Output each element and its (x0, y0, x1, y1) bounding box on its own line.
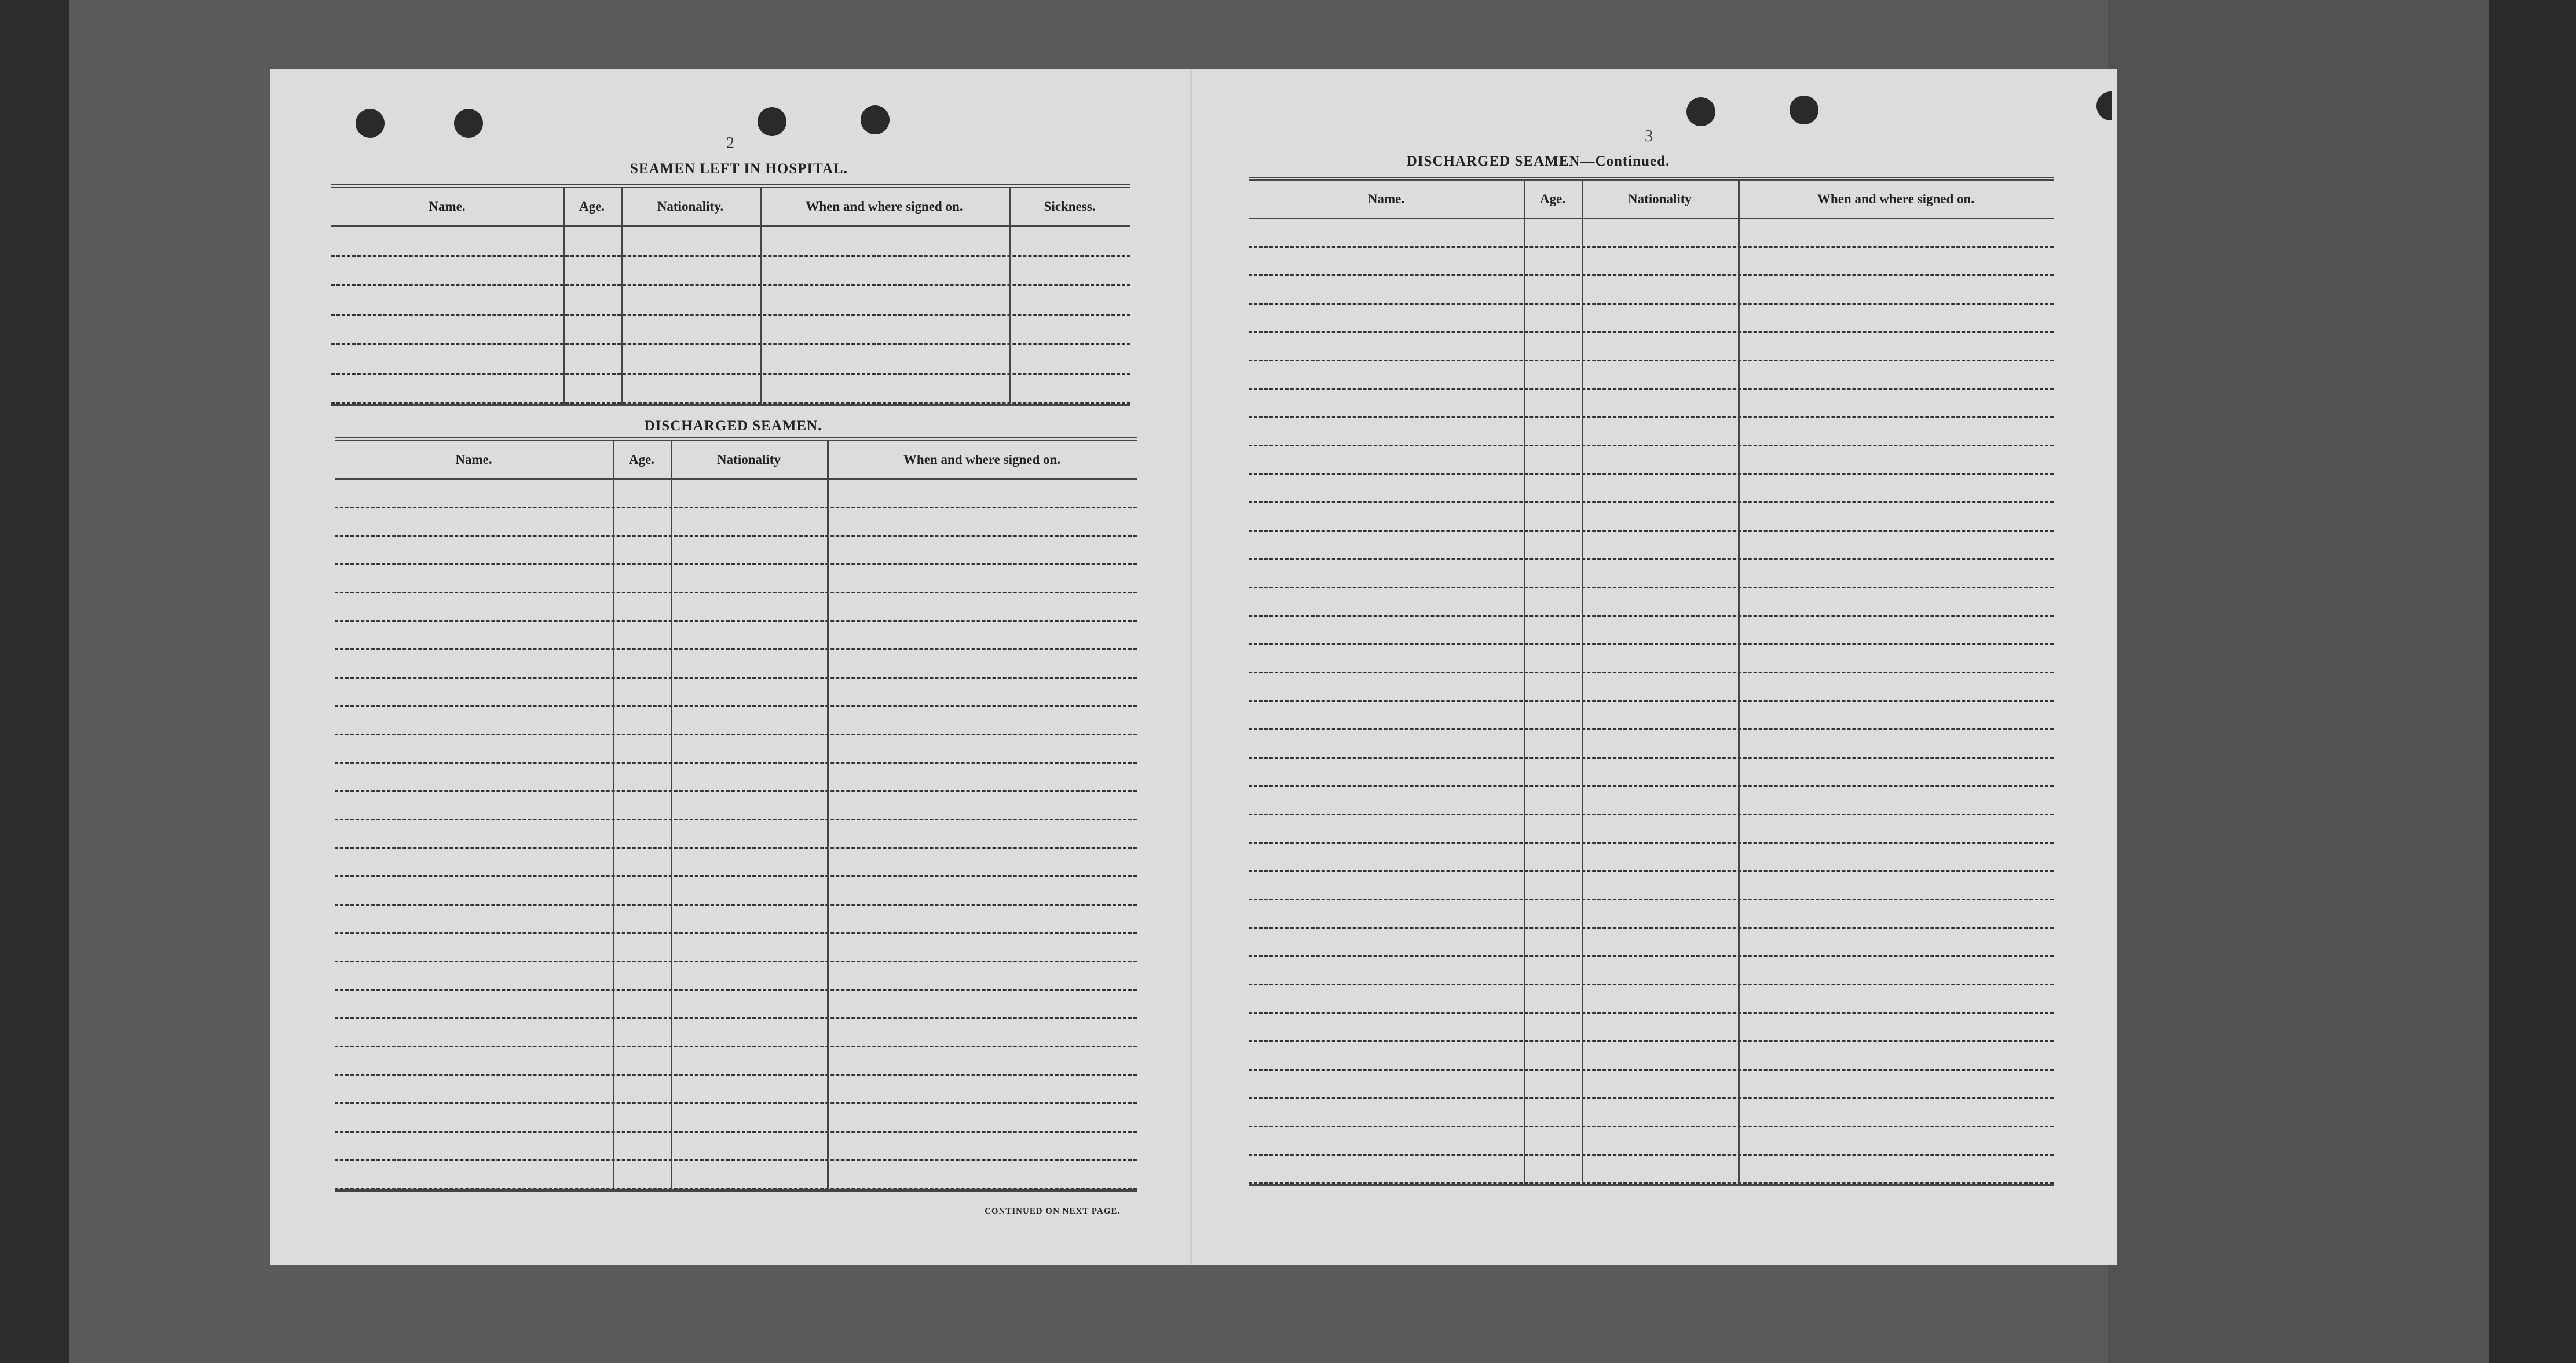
table-row (335, 622, 1137, 650)
table-row (1249, 361, 2054, 390)
table-row (335, 480, 1137, 508)
column-header-signed-on: When and where signed on. (806, 199, 963, 214)
hospital-section-title: SEAMEN LEFT IN HOSPITAL. (630, 161, 848, 177)
table-row (1249, 673, 2054, 702)
table-row (335, 849, 1137, 877)
table-row (1249, 929, 2054, 957)
column-header-name: Name. (455, 452, 492, 467)
column-divider (1738, 181, 1740, 1184)
table-row (1249, 390, 2054, 418)
table-row (1249, 957, 2054, 985)
table-row (1249, 560, 2054, 588)
table-row (335, 764, 1137, 792)
document-sheet (270, 69, 2117, 1265)
table-row (335, 593, 1137, 622)
discharged-continued-table-header (1249, 181, 2054, 219)
punch-hole (2096, 91, 2112, 120)
table-row (1249, 815, 2054, 844)
column-divider (827, 441, 829, 1189)
table-row (335, 508, 1137, 537)
table-row (335, 1047, 1137, 1076)
table-row (335, 1019, 1137, 1047)
table-row (1249, 872, 2054, 900)
table-row (335, 1133, 1137, 1161)
table-row (335, 650, 1137, 679)
column-header-nationality: Nationality (717, 452, 781, 467)
column-header-sickness: Sickness. (1044, 199, 1096, 214)
table-row (1249, 503, 2054, 532)
table-row (335, 820, 1137, 849)
background-texture (2108, 0, 2489, 1363)
table-row (1249, 1014, 2054, 1042)
table-row (335, 792, 1137, 820)
punch-hole (1790, 96, 1818, 124)
film-edge-left (0, 0, 69, 1363)
table-row (335, 537, 1137, 565)
page-left (270, 69, 1191, 1265)
table-row (335, 707, 1137, 735)
table-row (1249, 333, 2054, 361)
punch-hole (356, 109, 385, 138)
table-row (1249, 305, 2054, 333)
page-number: 3 (1645, 127, 1653, 145)
table-row (335, 877, 1137, 906)
table-row (331, 257, 1130, 286)
table-row (1249, 276, 2054, 305)
table-row (1249, 219, 2054, 248)
column-header-nationality: Nationality (1628, 192, 1692, 206)
table-row (335, 735, 1137, 764)
table-row (1249, 532, 2054, 560)
punch-hole (1686, 97, 1715, 126)
table-row (335, 1104, 1137, 1133)
table-row (335, 1161, 1137, 1189)
table-row (1249, 702, 2054, 730)
column-divider (1009, 188, 1011, 404)
column-divider (621, 188, 623, 404)
film-edge-right (2489, 0, 2576, 1363)
column-header-age: Age. (1539, 192, 1566, 206)
hospital-table-rows (331, 227, 1130, 404)
table-row (1249, 787, 2054, 815)
column-divider (760, 188, 762, 404)
table-row (1249, 1156, 2054, 1184)
column-divider (1524, 181, 1525, 1184)
discharged-continued-title: DISCHARGED SEAMEN—Continued. (1406, 153, 1670, 169)
table-row (331, 227, 1130, 257)
column-header-nationality: Nationality. (657, 199, 724, 214)
table-row (331, 375, 1130, 404)
table-row (1249, 617, 2054, 645)
column-header-signed-on: When and where signed on. (1817, 192, 1975, 206)
column-divider (671, 441, 672, 1189)
table-row (331, 316, 1130, 345)
table-row (331, 345, 1130, 375)
punch-hole (758, 107, 786, 136)
table-row (331, 286, 1130, 316)
table-row (1249, 1127, 2054, 1156)
table-row (1249, 475, 2054, 503)
table-row (335, 991, 1137, 1019)
table-row (335, 679, 1137, 707)
table-row (335, 565, 1137, 593)
discharged-table (335, 437, 1137, 1192)
hospital-table (331, 184, 1130, 406)
column-divider (563, 188, 565, 404)
table-row (1249, 844, 2054, 872)
discharged-continued-table (1249, 177, 2054, 1186)
column-header-name: Name. (429, 199, 466, 214)
discharged-continued-table-rows (1249, 219, 2054, 1184)
table-row (335, 1076, 1137, 1104)
table-row (1249, 1099, 2054, 1127)
table-row (1249, 248, 2054, 276)
table-row (1249, 1042, 2054, 1071)
column-header-signed-on: When and where signed on. (903, 452, 1061, 467)
discharged-table-header (335, 441, 1137, 480)
table-row (1249, 446, 2054, 475)
discharged-section-title: DISCHARGED SEAMEN. (644, 418, 822, 434)
table-row (1249, 645, 2054, 673)
column-header-age: Age. (628, 452, 655, 467)
punch-hole (861, 105, 890, 134)
table-row (1249, 900, 2054, 929)
table-row (1249, 588, 2054, 617)
table-row (335, 906, 1137, 934)
table-row (1249, 759, 2054, 787)
discharged-table-rows (335, 480, 1137, 1189)
continued-note: CONTINUED ON NEXT PAGE. (985, 1207, 1121, 1216)
page-right (1191, 69, 2117, 1265)
table-row (335, 962, 1137, 991)
table-row (335, 934, 1137, 962)
table-row (1249, 985, 2054, 1014)
column-divider (1582, 181, 1583, 1184)
column-header-name: Name. (1367, 192, 1405, 206)
column-header-age: Age. (579, 199, 605, 214)
hospital-table-header (331, 188, 1130, 227)
table-row (1249, 418, 2054, 446)
table-row (1249, 1071, 2054, 1099)
table-row (1249, 730, 2054, 759)
punch-hole (454, 109, 483, 138)
column-divider (613, 441, 614, 1189)
page-number: 2 (726, 134, 734, 152)
